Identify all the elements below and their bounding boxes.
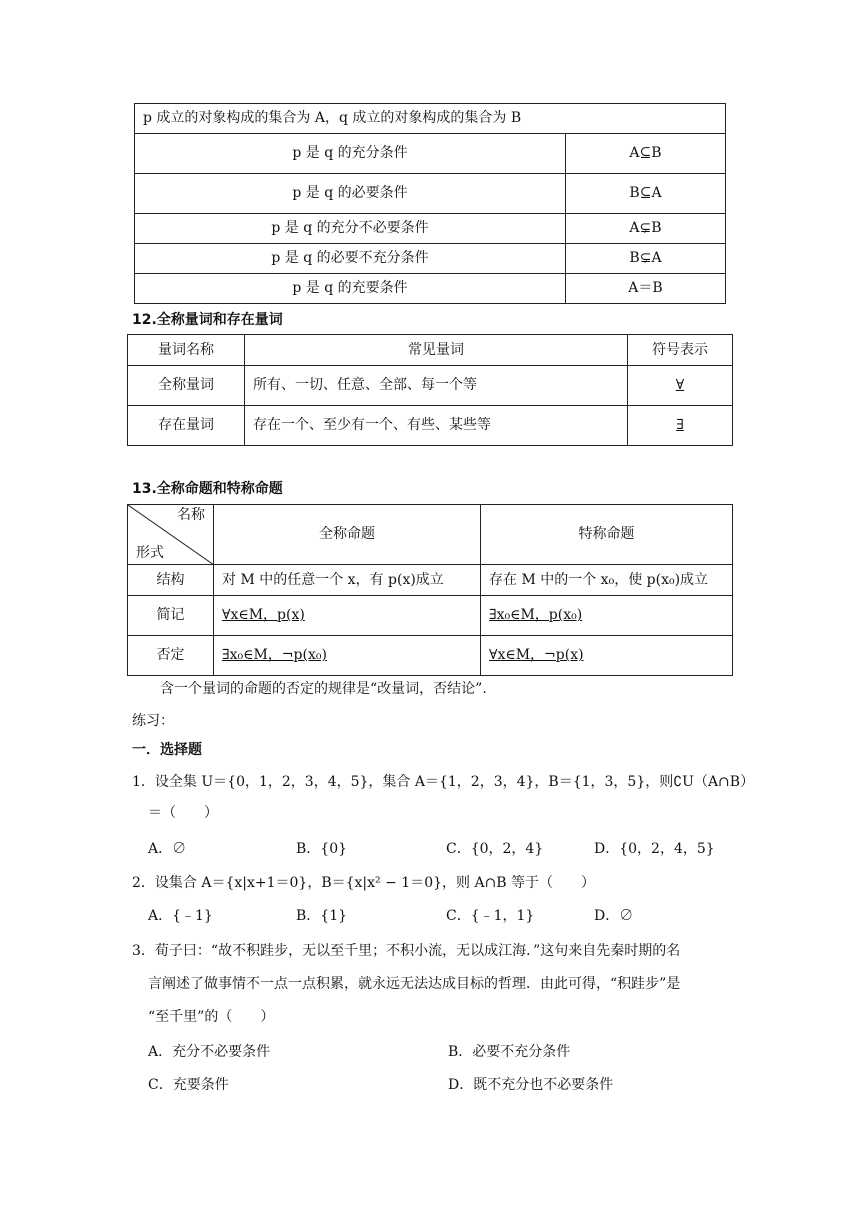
corner-label: 形式 <box>136 545 164 562</box>
option-d[interactable]: D．{0，2，4，5} <box>594 841 715 857</box>
table-cell: 所有、一切、任意、全部、每一个等 <box>245 366 628 406</box>
negation-rule: 含一个量词的命题的否定的规律是“改量词，否结论”. <box>160 681 487 697</box>
practice-label: 练习： <box>132 713 174 729</box>
underlined-text: ∃x₀∈M，¬p(x₀) <box>222 647 327 664</box>
table-cell: p 是 q 的充要条件 <box>135 274 566 304</box>
table-cell: p 是 q 的必要条件 <box>135 174 566 214</box>
table-header-cell: 量词名称 <box>128 335 245 366</box>
option-a[interactable]: A．{﹣1} <box>148 908 213 924</box>
quantifier-table <box>127 334 733 446</box>
underlined-text: ∃x₀∈M，p(x₀) <box>489 607 583 624</box>
table-cell <box>481 596 733 636</box>
table-cell: 存在一个、至少有一个、有些、某些等 <box>245 406 628 446</box>
table-cell: B⊊A <box>566 244 726 274</box>
table-cell: 否定 <box>128 636 214 676</box>
question-3-stem-cont: 言阐述了做事情不一点一点积累，就永远无法达成目标的哲理．由此可得，“积跬步”是 <box>148 976 681 992</box>
table-cell: 存在 M 中的一个 x₀，使 p(x₀)成立 <box>481 565 733 596</box>
question-3-stem: 3．荀子曰：“故不积跬步，无以至千里；不积小流，无以成江海．”这句来自先秦时期的名 <box>132 943 681 959</box>
condition-table <box>134 103 726 304</box>
question-1-stem: 1．设全集 U＝{0，1，2，3，4，5}，集合 A＝{1，2，3，4}，B＝{1，3，5}，则∁U（A∩B） <box>132 774 755 790</box>
table-cell <box>214 596 481 636</box>
table-cell: 简记 <box>128 596 214 636</box>
option-a[interactable]: A．充分不必要条件 <box>148 1044 271 1060</box>
table-cell: A⊆B <box>566 134 726 174</box>
question-1-stem-cont: ＝（ ） <box>148 805 218 821</box>
diagonal-header-cell <box>128 505 214 565</box>
table-header-cell: 特称命题 <box>481 505 733 565</box>
table-cell: p 是 q 的必要不充分条件 <box>135 244 566 274</box>
question-2-stem: 2．设集合 A＝{x|x+1＝0}，B＝{x|x² − 1＝0}，则 A∩B 等于（ ） <box>132 875 596 891</box>
table-header-cell: 全称命题 <box>214 505 481 565</box>
option-c[interactable]: C．{0，2，4} <box>446 841 544 857</box>
corner-label: 名称 <box>177 507 205 523</box>
table-header-cell: 符号表示 <box>628 335 733 366</box>
condition-table-header: p 成立的对象构成的集合为 A，q 成立的对象构成的集合为 B <box>135 104 726 134</box>
table-cell: A＝B <box>566 274 726 304</box>
table-cell <box>214 636 481 676</box>
table-cell: 全称量词 <box>128 366 245 406</box>
option-c[interactable]: C．{﹣1，1} <box>446 908 535 924</box>
table-cell: p 是 q 的充分条件 <box>135 134 566 174</box>
option-b[interactable]: B．{0} <box>296 841 348 857</box>
table-cell: A⊊B <box>566 214 726 244</box>
question-3-stem-cont: “至千里”的（ ） <box>148 1009 275 1025</box>
option-d[interactable]: D．既不充分也不必要条件 <box>448 1077 614 1093</box>
proposition-table <box>127 504 733 676</box>
option-c[interactable]: C．充要条件 <box>148 1077 229 1093</box>
table-cell: 对 M 中的任意一个 x，有 p(x)成立 <box>214 565 481 596</box>
part-heading: 一．选择题 <box>132 742 202 758</box>
table-cell: 结构 <box>128 565 214 596</box>
section-heading: 13.全称命题和特称命题 <box>132 481 283 497</box>
table-header-cell: 常见量词 <box>245 335 628 366</box>
table-cell: ∀ <box>628 366 733 406</box>
option-d[interactable]: D．∅ <box>594 908 634 924</box>
table-cell: B⊆A <box>566 174 726 214</box>
option-b[interactable]: B．必要不充分条件 <box>448 1044 571 1060</box>
table-cell <box>481 636 733 676</box>
table-cell: 存在量词 <box>128 406 245 446</box>
section-heading: 12.全称量词和存在量词 <box>132 312 283 328</box>
underlined-text: ∀x∈M，¬p(x) <box>489 647 584 664</box>
underlined-text: ∀x∈M，p(x) <box>222 607 305 624</box>
option-b[interactable]: B．{1} <box>296 908 348 924</box>
table-cell: ∃ <box>628 406 733 446</box>
table-cell: p 是 q 的充分不必要条件 <box>135 214 566 244</box>
option-a[interactable]: A．∅ <box>148 841 187 857</box>
